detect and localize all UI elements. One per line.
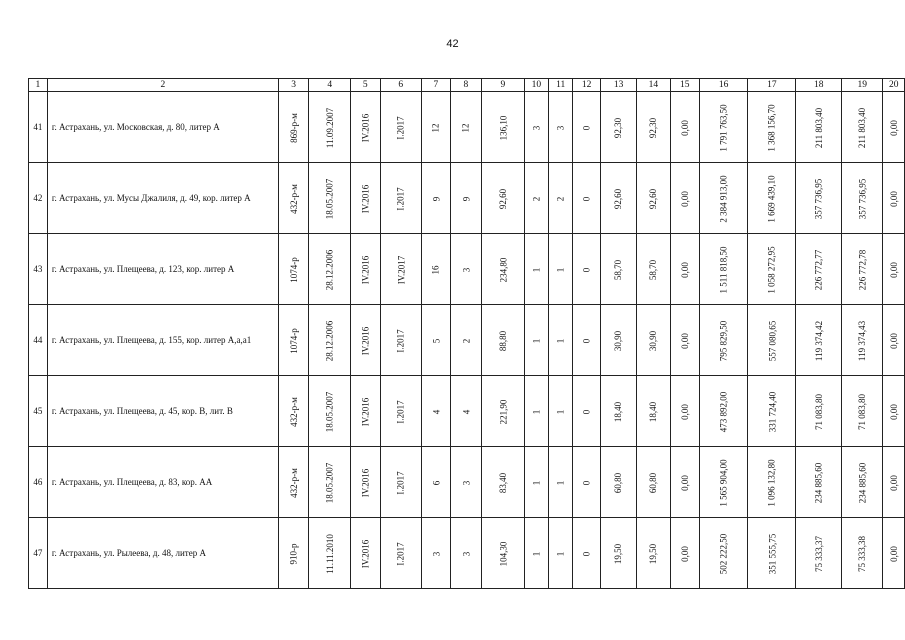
table-cell: 1 — [549, 234, 573, 305]
column-header: 18 — [796, 79, 841, 92]
table-cell: 0 — [573, 92, 601, 163]
table-cell: 3 — [450, 234, 481, 305]
table-cell: 60,80 — [601, 447, 637, 518]
table-cell: 18,40 — [637, 376, 670, 447]
table-cell: 6 — [422, 447, 451, 518]
table-cell: 0,00 — [670, 234, 699, 305]
column-header: 3 — [278, 79, 309, 92]
table-cell: 92,60 — [601, 163, 637, 234]
table-cell: 557 080,65 — [748, 305, 796, 376]
address-cell: г. Астрахань, ул. Московская, д. 80, литер А — [47, 92, 278, 163]
table-cell: 1074-р — [278, 305, 309, 376]
table-cell: 92,60 — [481, 163, 524, 234]
table-cell: 11.11.2010 — [309, 518, 351, 589]
table-cell: 9 — [450, 163, 481, 234]
table-cell: 0 — [573, 447, 601, 518]
column-header: 7 — [422, 79, 451, 92]
table-cell: 910-р — [278, 518, 309, 589]
table-cell: 0 — [573, 376, 601, 447]
table-cell: 75 333,37 — [796, 518, 841, 589]
table-cell: 19,50 — [637, 518, 670, 589]
table-row — [29, 305, 905, 376]
address-cell: г. Астрахань, ул. Плещеева, д. 155, кор. литер А,а,а1 — [47, 305, 278, 376]
table-cell: I.2017 — [380, 447, 421, 518]
header-row — [29, 79, 905, 92]
table-cell: 2 384 913,00 — [699, 163, 747, 234]
table-cell: 1 368 156,70 — [748, 92, 796, 163]
table-cell: 18.05.2007 — [309, 447, 351, 518]
table-cell: 0,00 — [883, 447, 905, 518]
page-number: 42 — [446, 38, 459, 50]
table-cell: 3 — [549, 92, 573, 163]
table-cell: 1 — [524, 518, 548, 589]
table-row — [29, 518, 905, 589]
table-cell: IV.2016 — [350, 234, 380, 305]
table-cell: 211 803,40 — [841, 92, 883, 163]
table-cell: 2 — [549, 163, 573, 234]
row-number: 43 — [29, 234, 48, 305]
table-cell: 58,70 — [637, 234, 670, 305]
table-cell: I.2017 — [380, 163, 421, 234]
column-header: 9 — [481, 79, 524, 92]
row-number: 44 — [29, 305, 48, 376]
table-cell: 119 374,43 — [841, 305, 883, 376]
table-cell: 88,80 — [481, 305, 524, 376]
table-cell: 0,00 — [883, 305, 905, 376]
table-cell: IV.2017 — [380, 234, 421, 305]
table-cell: 0 — [573, 305, 601, 376]
table-cell: IV.2016 — [350, 305, 380, 376]
table-cell: 795 829,50 — [699, 305, 747, 376]
table-cell: 226 772,78 — [841, 234, 883, 305]
table-cell: 502 222,50 — [699, 518, 747, 589]
table-cell: 331 724,40 — [748, 376, 796, 447]
table-cell: 0,00 — [883, 163, 905, 234]
table-cell: 19,50 — [601, 518, 637, 589]
table-cell: 1 — [524, 234, 548, 305]
table-cell: 92,30 — [637, 92, 670, 163]
column-header: 15 — [670, 79, 699, 92]
table-cell: 869-р-м — [278, 92, 309, 163]
table-cell: I.2017 — [380, 376, 421, 447]
table-cell: IV.2016 — [350, 447, 380, 518]
column-header: 5 — [350, 79, 380, 92]
table-cell: 71 083,80 — [841, 376, 883, 447]
table-cell: IV.2016 — [350, 376, 380, 447]
table-cell: 0,00 — [670, 163, 699, 234]
column-header: 2 — [47, 79, 278, 92]
table-cell: 0,00 — [883, 92, 905, 163]
table-cell: 5 — [422, 305, 451, 376]
table-cell: I.2017 — [380, 518, 421, 589]
table-row — [29, 447, 905, 518]
column-header: 20 — [883, 79, 905, 92]
table-cell: 357 736,95 — [841, 163, 883, 234]
address-cell: г. Астрахань, ул. Плещеева, д. 123, кор. литер А — [47, 234, 278, 305]
table-cell: 28.12.2006 — [309, 234, 351, 305]
table-cell: 0,00 — [670, 376, 699, 447]
table-cell: 3 — [524, 92, 548, 163]
column-header: 1 — [29, 79, 48, 92]
table-cell: 3 — [422, 518, 451, 589]
column-header: 12 — [573, 79, 601, 92]
table-cell: 18.05.2007 — [309, 376, 351, 447]
table-row — [29, 92, 905, 163]
table-cell: IV.2016 — [350, 518, 380, 589]
table-cell: 432-р-м — [278, 376, 309, 447]
table-cell: 234 885,60 — [796, 447, 841, 518]
table-cell: 1074-р — [278, 234, 309, 305]
table-cell: 0 — [573, 518, 601, 589]
row-number: 42 — [29, 163, 48, 234]
table-cell: 11.09.2007 — [309, 92, 351, 163]
table-cell: 0,00 — [670, 92, 699, 163]
table-cell: 2 — [524, 163, 548, 234]
table-cell: 1 — [549, 518, 573, 589]
table-cell: 432-р-м — [278, 447, 309, 518]
table-cell: 1 — [524, 305, 548, 376]
column-header: 10 — [524, 79, 548, 92]
table-cell: 92,30 — [601, 92, 637, 163]
column-header: 13 — [601, 79, 637, 92]
table-cell: 0 — [573, 234, 601, 305]
table-cell: 1 — [549, 305, 573, 376]
table-cell: 104,30 — [481, 518, 524, 589]
table-cell: 18.05.2007 — [309, 163, 351, 234]
table-cell: 234 885,60 — [841, 447, 883, 518]
column-header: 16 — [699, 79, 747, 92]
table-cell: 58,70 — [601, 234, 637, 305]
table-cell: 1 — [524, 447, 548, 518]
row-number: 46 — [29, 447, 48, 518]
data-table — [28, 78, 905, 589]
table-cell: 16 — [422, 234, 451, 305]
table-cell: 1 669 439,10 — [748, 163, 796, 234]
table-cell: 1 058 272,95 — [748, 234, 796, 305]
table-cell: 0,00 — [883, 518, 905, 589]
table-cell: 0,00 — [670, 518, 699, 589]
table-cell: 1 096 132,80 — [748, 447, 796, 518]
table-cell: 226 772,77 — [796, 234, 841, 305]
table-cell: 60,80 — [637, 447, 670, 518]
table-cell: 234,80 — [481, 234, 524, 305]
address-cell: г. Астрахань, ул. Мусы Джалиля, д. 49, кор. литер А — [47, 163, 278, 234]
table-cell: 83,40 — [481, 447, 524, 518]
table-cell: 71 083,80 — [796, 376, 841, 447]
table-cell: I.2017 — [380, 305, 421, 376]
table-cell: 119 374,42 — [796, 305, 841, 376]
table-cell: 473 892,00 — [699, 376, 747, 447]
table-cell: 4 — [450, 376, 481, 447]
table-cell: 221,90 — [481, 376, 524, 447]
table-cell: 9 — [422, 163, 451, 234]
row-number: 47 — [29, 518, 48, 589]
table-cell: 92,60 — [637, 163, 670, 234]
column-header: 14 — [637, 79, 670, 92]
table-cell: 1 565 904,00 — [699, 447, 747, 518]
table-cell: 357 736,95 — [796, 163, 841, 234]
table-cell: 0,00 — [670, 447, 699, 518]
table-cell: 0,00 — [883, 234, 905, 305]
table-cell: 4 — [422, 376, 451, 447]
table-row — [29, 163, 905, 234]
column-header: 8 — [450, 79, 481, 92]
table-cell: I.2017 — [380, 92, 421, 163]
table-cell: 351 555,75 — [748, 518, 796, 589]
table-cell: 0,00 — [670, 305, 699, 376]
table-cell: 12 — [422, 92, 451, 163]
table-cell: 1 511 818,50 — [699, 234, 747, 305]
table-cell: 3 — [450, 447, 481, 518]
table-cell: 432-р-м — [278, 163, 309, 234]
table-cell: 30,90 — [601, 305, 637, 376]
table-cell: 18,40 — [601, 376, 637, 447]
table-cell: 136,10 — [481, 92, 524, 163]
table-cell: 1 791 763,50 — [699, 92, 747, 163]
table-cell: IV.2016 — [350, 92, 380, 163]
column-header: 4 — [309, 79, 351, 92]
table-cell: 1 — [549, 376, 573, 447]
address-cell: г. Астрахань, ул. Плещеева, д. 45, кор. В, лит. В — [47, 376, 278, 447]
table-cell: IV.2016 — [350, 163, 380, 234]
table-cell: 12 — [450, 92, 481, 163]
table-cell: 2 — [450, 305, 481, 376]
table-cell: 1 — [524, 376, 548, 447]
row-number: 45 — [29, 376, 48, 447]
table-cell: 75 333,38 — [841, 518, 883, 589]
table-cell: 0,00 — [883, 376, 905, 447]
column-header: 11 — [549, 79, 573, 92]
address-cell: г. Астрахань, ул. Рылеева, д. 48, литер А — [47, 518, 278, 589]
table-row — [29, 376, 905, 447]
address-cell: г. Астрахань, ул. Плещеева, д. 83, кор. АА — [47, 447, 278, 518]
column-header: 19 — [841, 79, 883, 92]
table-cell: 28.12.2006 — [309, 305, 351, 376]
table-cell: 0 — [573, 163, 601, 234]
column-header: 6 — [380, 79, 421, 92]
table-row — [29, 234, 905, 305]
column-header: 17 — [748, 79, 796, 92]
table-cell: 30,90 — [637, 305, 670, 376]
table-cell: 211 803,40 — [796, 92, 841, 163]
table-cell: 3 — [450, 518, 481, 589]
row-number: 41 — [29, 92, 48, 163]
table-cell: 1 — [549, 447, 573, 518]
